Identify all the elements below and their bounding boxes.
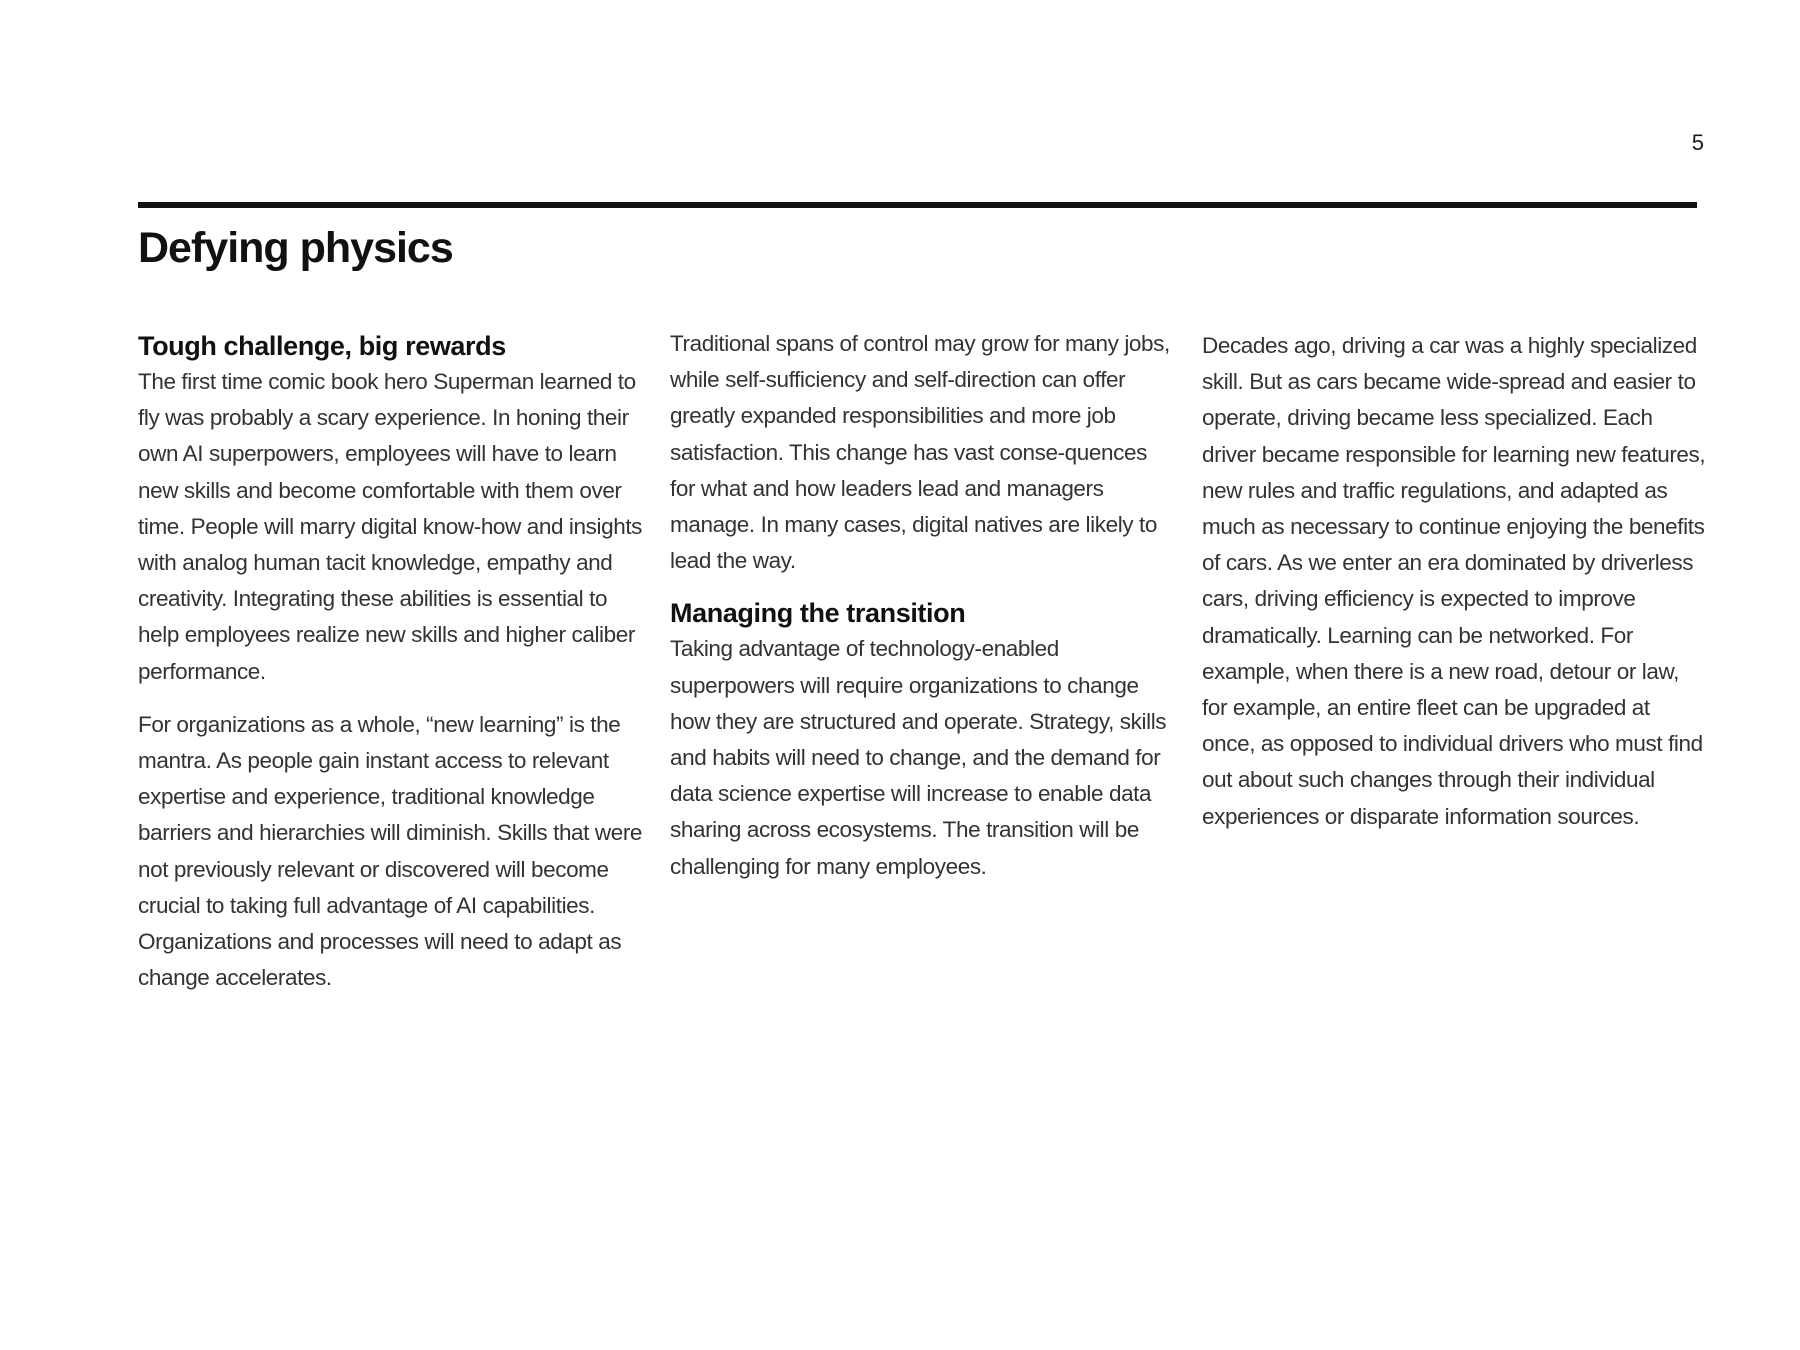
column-2 [670,326,1175,885]
paragraph-driving: Decades ago, driving a car was a highly specialized skill. But as cars became wide-spread and easier to operate, driving became less specialized. Each driver became responsible for learning new features, new rules and traffic regulations, and adapted as much as necessary to continue enjoying the benefits of cars. As we enter an era dominated by driverless cars, driving efficiency is expected to improve dramatically. Learning can be networked. For example, when there is a new road, detour or law, for example, an entire fleet can be upgraded at once, as opposed to individual drivers who must find out about such changes through their individual experiences or disparate information sources. [1202,333,1706,829]
top-rule-divider [138,202,1697,208]
paragraph-superman: The first time comic book hero Superman learned to fly was probably a scary experience. In honing their own AI superpowers, employees will have to learn new skills and become comfortable with them over time. People will marry digital know-how and insights with analog human tacit knowledge, empathy and creativity. Integrating these abilities is essential to help employees realize new skills and higher caliber performance. [138,369,643,684]
page-number: 5 [1691,130,1704,155]
section-heading-managing-transition: Managing the transition [670,598,966,629]
column-3 [1202,328,1707,835]
section-heading-tough-challenge: Tough challenge, big rewards [138,331,506,361]
column-1 [138,328,643,996]
paragraph-spans-of-control: Traditional spans of control may grow for many jobs, while self-sufficiency and self-direction can offer greatly expanded responsibilities and more job satisfaction. This change has vast conse-quences for what and how leaders lead and managers manage. In many cases, digital natives are likely to lead the way. [670,331,1170,574]
paragraph-new-learning: For organizations as a whole, “new learning” is the mantra. As people gain instant access to relevant expertise and experience, traditional knowledge barriers and hierarchies will diminish. Skills that were not previously relevant or discovered will become crucial to taking full advantage of AI capabilities. Organizations and processes will need to adapt as change accelerates. [138,711,643,991]
paragraph-transition: Taking advantage of technology-enabled superpowers will require organizations to change how they are structured and operate. Strategy, skills and habits will need to change, and the demand for data science expertise will increase to enable data sharing across ecosystems. The transition will be challenging for many employees. [670,636,1167,879]
page-title: Defying physics [138,224,453,272]
